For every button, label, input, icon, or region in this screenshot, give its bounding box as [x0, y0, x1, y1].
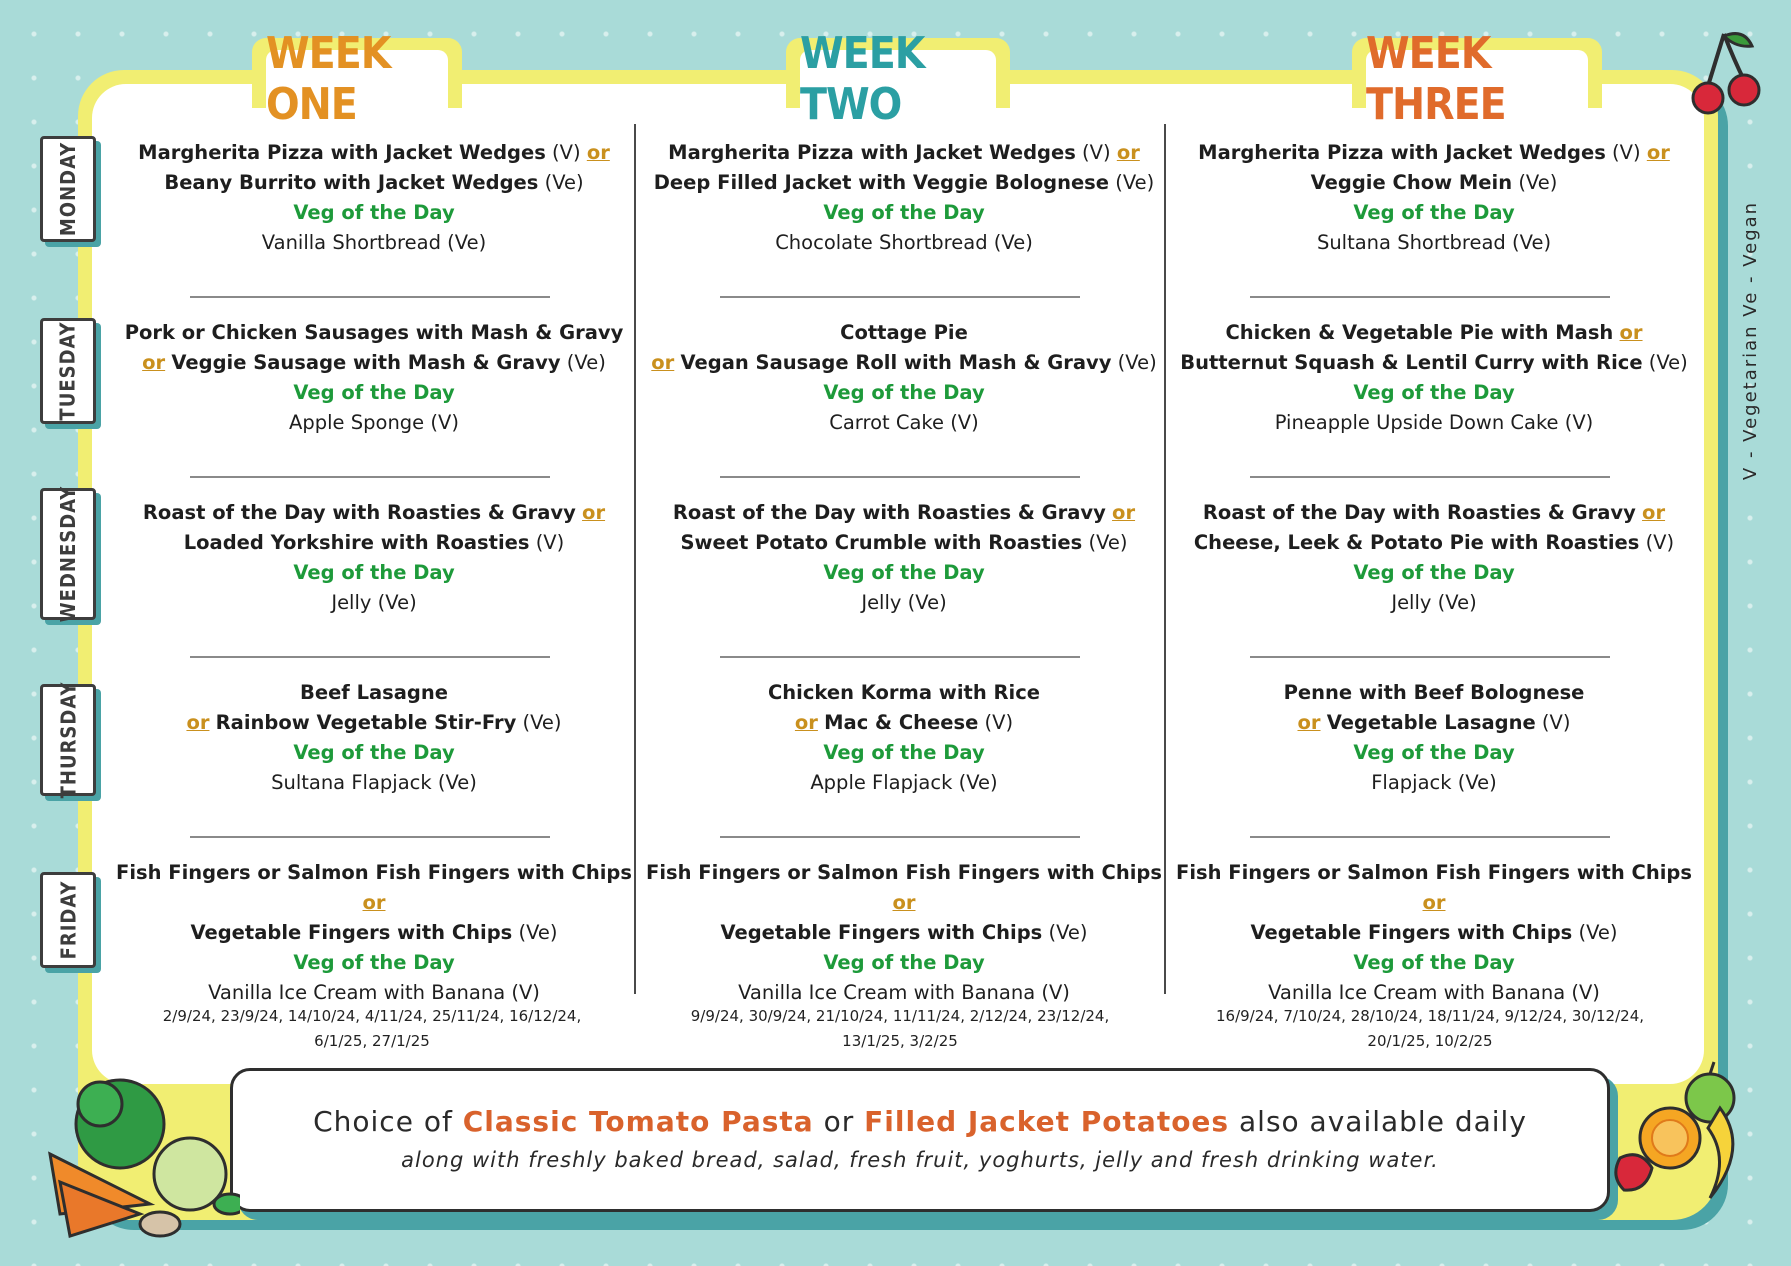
dessert: Chocolate Shortbread (Ve) [775, 231, 1033, 254]
main-option-line [1174, 138, 1694, 168]
diet-tag: (Ve) [1088, 531, 1128, 554]
alt-option-line [1174, 168, 1694, 198]
main-option-line [114, 858, 634, 918]
diet-tag: (Ve) [1115, 171, 1155, 194]
alt-option: Beany Burrito with Jacket Wedges [164, 171, 539, 194]
or-link: or [1642, 501, 1666, 524]
alt-option-line [644, 708, 1164, 738]
alt-option: Rainbow Vegetable Stir-Fry [215, 711, 517, 734]
or-link: or [1422, 891, 1446, 914]
menu-cell-w3-thu [1174, 678, 1694, 798]
alt-option-line [644, 348, 1164, 378]
alt-option: Vegan Sausage Roll with Mash & Gravy [680, 351, 1112, 374]
or-link: or [892, 891, 916, 914]
dietary-key-text: V - Vegetarian Ve - Vegan [1740, 200, 1762, 480]
menu-cell-w3-fri [1174, 858, 1694, 1008]
or-link: or [1619, 321, 1643, 344]
tab-week-one [252, 28, 462, 130]
diet-tag: (Ve) [1648, 351, 1688, 374]
column-divider [1164, 124, 1166, 994]
footer-pre: Choice of [313, 1105, 453, 1138]
main-option-line [114, 138, 634, 168]
menu-cell-w1-mon [114, 138, 634, 258]
day-label: WEDNESDAY [56, 485, 81, 623]
alt-option: Veggie Chow Mein [1310, 171, 1513, 194]
day-tab-wednesday [40, 485, 96, 623]
week-two-dates: 9/9/24, 30/9/24, 21/10/24, 11/11/24, 2/12/24, 23/12/24, 13/1/25, 3/2/25 [690, 1007, 1110, 1050]
veg-of-day: Veg of the Day [823, 381, 985, 404]
or-link: or [582, 501, 606, 524]
dessert: Jelly (Ve) [331, 591, 417, 614]
main-option-line [644, 678, 1164, 708]
column-divider [634, 124, 636, 994]
menu-cell-w3-mon [1174, 138, 1694, 258]
or-link: or [1297, 711, 1321, 734]
alt-option: Sweet Potato Crumble with Roasties [680, 531, 1083, 554]
main-option-line [114, 498, 634, 528]
menu-cell-w2-wed [644, 498, 1164, 618]
main-option-line [1174, 318, 1694, 348]
menu-cell-w2-tue [644, 318, 1164, 438]
alt-option-line [644, 168, 1164, 198]
row-separator [190, 836, 550, 838]
main-option: Fish Fingers or Salmon Fish Fingers with Chips [646, 861, 1162, 884]
diet-tag: (V) [1541, 711, 1571, 734]
alt-option: Veggie Sausage with Mash & Gravy [171, 351, 561, 374]
alt-option: Cheese, Leek & Potato Pie with Roasties [1193, 531, 1640, 554]
veg-of-day: Veg of the Day [1353, 201, 1515, 224]
veg-of-day: Veg of the Day [293, 561, 455, 584]
alt-option-line [114, 528, 634, 558]
daily-extras-line: along with freshly baked bread, salad, fresh fruit, yoghurts, jelly and fresh drinking water. [401, 1148, 1439, 1172]
veg-of-day: Veg of the Day [1353, 951, 1515, 974]
row-separator [190, 296, 550, 298]
alt-option-line [114, 168, 634, 198]
main-option: Roast of the Day with Roasties & Gravy [142, 501, 576, 524]
vegetables-icon [40, 1064, 240, 1254]
menu-cell-w1-fri [114, 858, 634, 1008]
dessert: Vanilla Shortbread (Ve) [261, 231, 487, 254]
dessert: Pineapple Upside Down Cake (V) [1274, 411, 1594, 434]
diet-tag: (V) [535, 531, 565, 554]
or-link: or [1116, 141, 1140, 164]
alt-option-line [1174, 708, 1694, 738]
day-tab-thursday [40, 681, 96, 799]
dessert: Apple Flapjack (Ve) [810, 771, 998, 794]
row-separator [720, 476, 1080, 478]
main-option-line [1174, 678, 1694, 708]
row-separator [720, 656, 1080, 658]
veg-of-day: Veg of the Day [1353, 381, 1515, 404]
veg-of-day: Veg of the Day [823, 951, 985, 974]
diet-tag: (Ve) [1578, 921, 1618, 944]
row-separator [190, 656, 550, 658]
alt-option-line [1174, 348, 1694, 378]
dietary-key [1736, 180, 1766, 500]
veg-of-day: Veg of the Day [293, 951, 455, 974]
week-three-label: WEEK THREE [1366, 50, 1588, 108]
veg-of-day: Veg of the Day [1353, 561, 1515, 584]
or-link: or [794, 711, 818, 734]
main-option: Chicken & Vegetable Pie with Mash [1225, 321, 1614, 344]
alt-option-line [114, 918, 634, 948]
or-link: or [651, 351, 675, 374]
week-three-dates: 16/9/24, 7/10/24, 28/10/24, 18/11/24, 9/12/24, 30/12/24, 20/1/25, 10/2/25 [1215, 1007, 1645, 1050]
veg-of-day: Veg of the Day [293, 201, 455, 224]
day-tab-monday [40, 136, 96, 242]
alt-option: Vegetable Fingers with Chips [720, 921, 1043, 944]
or-link: or [1112, 501, 1136, 524]
alt-option-line [114, 708, 634, 738]
menu-cell-w2-fri [644, 858, 1164, 1008]
day-tab-friday [40, 872, 96, 968]
alt-option-line [1174, 528, 1694, 558]
day-label: TUESDAY [56, 321, 80, 421]
alt-option-line [644, 528, 1164, 558]
alt-option: Mac & Cheese [824, 711, 979, 734]
row-separator [1250, 476, 1610, 478]
diet-tag: (V) [1645, 531, 1675, 554]
main-option-line [644, 138, 1164, 168]
veg-of-day: Veg of the Day [823, 741, 985, 764]
alt-option: Vegetable Fingers with Chips [1250, 921, 1573, 944]
or-link: or [362, 891, 386, 914]
main-option-line [114, 318, 634, 348]
main-option-line [644, 498, 1164, 528]
menu-cell-w1-thu [114, 678, 634, 798]
daily-options-banner [230, 1068, 1610, 1212]
diet-tag: (V) [1612, 141, 1641, 164]
alt-option: Vegetable Fingers with Chips [190, 921, 513, 944]
alt-option-line [644, 918, 1164, 948]
dessert: Vanilla Ice Cream with Banana (V) [208, 981, 540, 1004]
dessert: Vanilla Ice Cream with Banana (V) [1268, 981, 1600, 1004]
dessert: Vanilla Ice Cream with Banana (V) [738, 981, 1070, 1004]
veg-of-day: Veg of the Day [1353, 741, 1515, 764]
veg-of-day: Veg of the Day [823, 561, 985, 584]
veg-of-day: Veg of the Day [823, 201, 985, 224]
diet-tag: (Ve) [566, 351, 606, 374]
menu-cell-w1-tue [114, 318, 634, 438]
menu-cell-w3-tue [1174, 318, 1694, 438]
veg-of-day: Veg of the Day [293, 741, 455, 764]
diet-tag: (V) [984, 711, 1014, 734]
dessert: Sultana Flapjack (Ve) [271, 771, 477, 794]
diet-tag: (V) [552, 141, 581, 164]
veg-of-day: Veg of the Day [293, 381, 455, 404]
alt-option: Deep Filled Jacket with Veggie Bolognese [653, 171, 1110, 194]
tab-week-two [786, 28, 1010, 130]
main-option: Cottage Pie [840, 321, 968, 344]
main-option: Fish Fingers or Salmon Fish Fingers with Chips [1176, 861, 1692, 884]
diet-tag: (Ve) [522, 711, 562, 734]
main-option: Margherita Pizza with Jacket Wedges [1198, 141, 1606, 164]
main-option-line [644, 858, 1164, 918]
main-option: Chicken Korma with Rice [767, 681, 1040, 704]
diet-tag: (V) [1082, 141, 1111, 164]
footer-mid: or [823, 1105, 855, 1138]
main-option: Penne with Beef Bolognese [1283, 681, 1585, 704]
menu-cell-w2-thu [644, 678, 1164, 798]
dessert: Sultana Shortbread (Ve) [1316, 231, 1552, 254]
footer-option-pasta: Classic Tomato Pasta [462, 1105, 814, 1138]
diet-tag: (Ve) [1518, 171, 1558, 194]
main-option: Fish Fingers or Salmon Fish Fingers with Chips [116, 861, 632, 884]
row-separator [1250, 296, 1610, 298]
week-one-dates: 2/9/24, 23/9/24, 14/10/24, 4/11/24, 25/11/24, 16/12/24, 6/1/25, 27/1/25 [162, 1007, 582, 1050]
main-option: Roast of the Day with Roasties & Gravy [672, 501, 1106, 524]
or-link: or [142, 351, 166, 374]
dessert: Carrot Cake (V) [829, 411, 979, 434]
alt-option: Butternut Squash & Lentil Curry with Rice [1180, 351, 1643, 374]
main-option-line [114, 678, 634, 708]
alt-option-line [1174, 918, 1694, 948]
row-separator [1250, 656, 1610, 658]
row-separator [720, 836, 1080, 838]
menu-cell-w2-mon [644, 138, 1164, 258]
alt-option-line [114, 348, 634, 378]
day-label: THURSDAY [56, 681, 80, 799]
daily-options-line [233, 1105, 1607, 1138]
footer-post: also available daily [1239, 1105, 1527, 1138]
main-option-line [644, 318, 1164, 348]
or-link: or [586, 141, 610, 164]
diet-tag: (Ve) [1048, 921, 1088, 944]
dessert: Jelly (Ve) [1391, 591, 1477, 614]
day-label: MONDAY [56, 141, 80, 237]
footer-option-jacket: Filled Jacket Potatoes [864, 1105, 1230, 1138]
alt-option: Vegetable Lasagne [1326, 711, 1536, 734]
diet-tag: (Ve) [1117, 351, 1157, 374]
main-option: Pork or Chicken Sausages with Mash & Gravy [124, 321, 624, 344]
tab-week-three [1352, 28, 1602, 130]
menu-cell-w1-wed [114, 498, 634, 618]
menu-cell-w3-wed [1174, 498, 1694, 618]
diet-tag: (Ve) [544, 171, 584, 194]
or-link: or [186, 711, 210, 734]
main-option-line [1174, 858, 1694, 918]
day-tab-tuesday [40, 318, 96, 424]
main-option: Margherita Pizza with Jacket Wedges [668, 141, 1076, 164]
or-link: or [1646, 141, 1670, 164]
day-label: FRIDAY [56, 880, 81, 960]
row-separator [720, 296, 1080, 298]
week-one-label: WEEK ONE [266, 50, 448, 108]
week-two-label: WEEK TWO [800, 50, 996, 108]
main-option: Beef Lasagne [299, 681, 448, 704]
fruit-icon [1590, 1058, 1760, 1208]
diet-tag: (Ve) [518, 921, 558, 944]
dessert: Flapjack (Ve) [1371, 771, 1497, 794]
main-option-line [1174, 498, 1694, 528]
cherries-icon [1686, 30, 1766, 120]
dessert: Jelly (Ve) [861, 591, 947, 614]
row-separator [1250, 836, 1610, 838]
row-separator [190, 476, 550, 478]
alt-option: Loaded Yorkshire with Roasties [183, 531, 530, 554]
main-option: Roast of the Day with Roasties & Gravy [1202, 501, 1636, 524]
dessert: Apple Sponge (V) [289, 411, 459, 434]
main-option: Margherita Pizza with Jacket Wedges [138, 141, 546, 164]
